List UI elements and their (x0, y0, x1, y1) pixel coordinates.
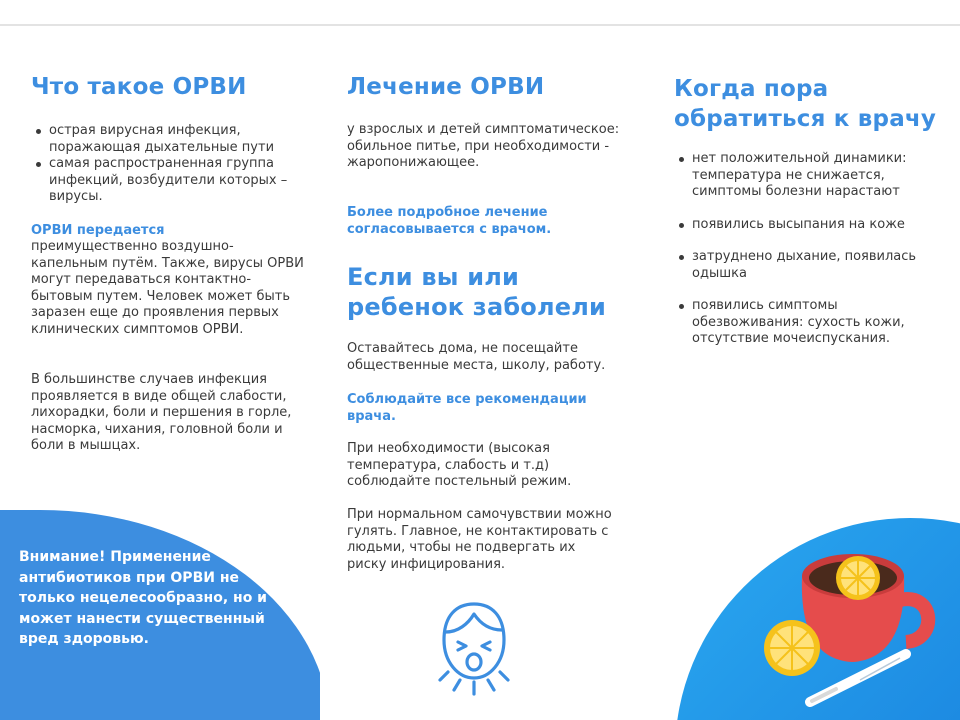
treatment-title: Лечение ОРВИ (347, 74, 545, 100)
see-doctor-title: Когда пора обратиться к врачу (674, 76, 937, 132)
walking-text: При нормальном самочувствии можно гулять. Главное, не контактировать с людьми, чтобы не подвергать их риску инфицирования. (347, 507, 612, 572)
symptoms-text: В большинстве случаев инфекция проявляется в виде общей слабости, лихорадки, боли и першения в горле, насморка, чихания, головной боли и боли в мышцах. (31, 372, 292, 453)
if-sick-title: Если вы или ребенок заболели (347, 263, 607, 321)
treatment-text: у взрослых и детей симптоматическое: обильное питье, при необходимости - жаропонижающее. (347, 122, 620, 170)
doctor-note: Более подробное лечение согласовывается с врачом. (347, 205, 552, 237)
top-bar (0, 0, 960, 26)
sneezing-face-icon (434, 598, 514, 698)
follow-recommendations-title: Соблюдайте все рекомендации врача. (347, 392, 587, 424)
transmission-text: преимущественно воздушно-капельным путём. Также, вирусы ОРВИ могут передаваться контактно-бытовым путем. Человек может быть заразен еще до проявления первых клинических симптомов ОРВИ. (31, 239, 304, 337)
bed-rest-text: При необходимости (высокая температура, слабость и т.д) соблюдайте постельный режим. (347, 441, 572, 489)
list-item: появились высыпания на коже (674, 217, 936, 234)
list-item: самая распространенная группа инфекций, возбудители которых – вирусы. (31, 156, 306, 206)
list-item: затруднено дыхание, появилась одышка (674, 249, 936, 282)
list-item: острая вирусная инфекция, поражающая дыхательные пути (31, 123, 306, 156)
tea-cup-icon (760, 530, 960, 720)
stay-home-text: Оставайтесь дома, не посещайте общественные места, школу, работу. (347, 341, 606, 373)
list-item: появились симптомы обезвоживания: сухость кожи, отсутствие мочеиспускания. (674, 298, 936, 348)
transmission-title: ОРВИ передается (31, 223, 165, 238)
list-item: нет положительной динамики: температура не снижается, симптомы болезни нарастают (674, 151, 936, 201)
see-doctor-list (674, 151, 936, 364)
antibiotics-warning: Внимание! Применение антибиотиков при ОРВИ не только нецелесообразно, но и может нанести существенный вред здоровью. (19, 549, 267, 647)
what-is-orvi-list (31, 123, 306, 206)
what-is-orvi-title: Что такое ОРВИ (31, 74, 247, 100)
